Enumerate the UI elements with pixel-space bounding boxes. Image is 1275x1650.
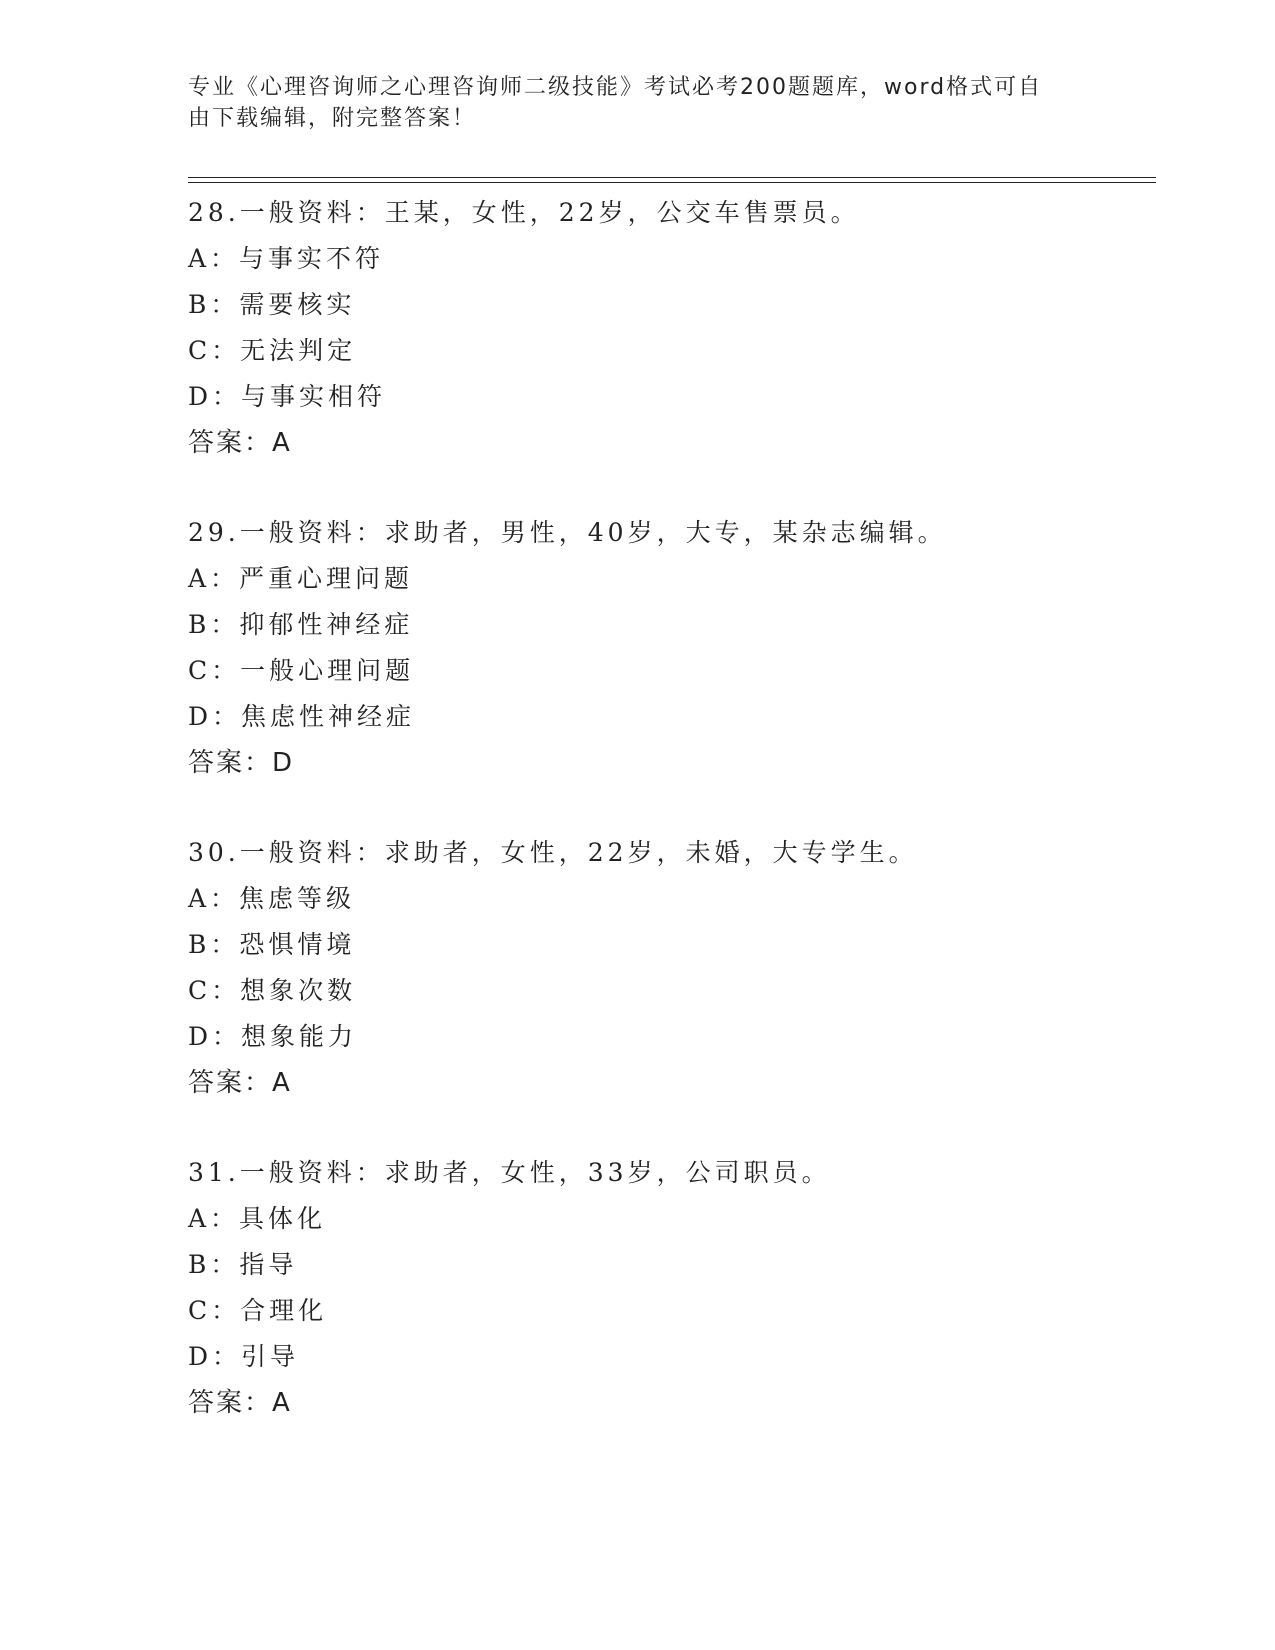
question-stem: 28.一般资料：王某，女性，22岁，公交车售票员。 — [188, 198, 860, 227]
option-c: C：无法判定 — [188, 336, 357, 365]
question-29 — [188, 510, 1156, 786]
question-stem: 30.一般资料：求助者，女性，22岁，未婚，大专学生。 — [188, 838, 918, 867]
option-b: B：恐惧情境 — [188, 930, 356, 959]
question-30 — [188, 830, 1156, 1106]
header-divider-top — [188, 177, 1156, 178]
question-stem: 31.一般资料：求助者，女性，33岁，公司职员。 — [188, 1158, 831, 1187]
option-d: D：与事实相符 — [188, 382, 387, 411]
header-divider-bottom — [188, 182, 1156, 183]
option-d: D：引导 — [188, 1342, 300, 1371]
option-c: C：想象次数 — [188, 976, 357, 1005]
answer: 答案：A — [188, 1068, 292, 1098]
option-a: A：具体化 — [188, 1204, 327, 1233]
answer: 答案：A — [188, 428, 292, 458]
answer: 答案：A — [188, 1388, 292, 1418]
header-line-2: 由下载编辑，附完整答案！ — [188, 106, 477, 131]
option-c: C：一般心理问题 — [188, 656, 415, 685]
header-line-1: 专业《心理咨询师之心理咨询师二级技能》考试必考200题题库，word格式可自 — [188, 75, 1043, 100]
question-28 — [188, 190, 1156, 466]
document-header — [188, 72, 1068, 134]
option-b: B：指导 — [188, 1250, 298, 1279]
option-d: D：焦虑性神经症 — [188, 702, 416, 731]
option-b: B：需要核实 — [188, 290, 356, 319]
question-stem: 29.一般资料：求助者，男性，40岁，大专，某杂志编辑。 — [188, 518, 947, 547]
question-31 — [188, 1150, 1156, 1426]
option-d: D：想象能力 — [188, 1022, 358, 1051]
answer: 答案：D — [188, 748, 295, 778]
option-b: B：抑郁性神经症 — [188, 610, 414, 639]
option-a: A：严重心理问题 — [188, 564, 414, 593]
option-a: A：与事实不符 — [188, 244, 385, 273]
option-c: C：合理化 — [188, 1296, 328, 1325]
option-a: A：焦虑等级 — [188, 884, 356, 913]
